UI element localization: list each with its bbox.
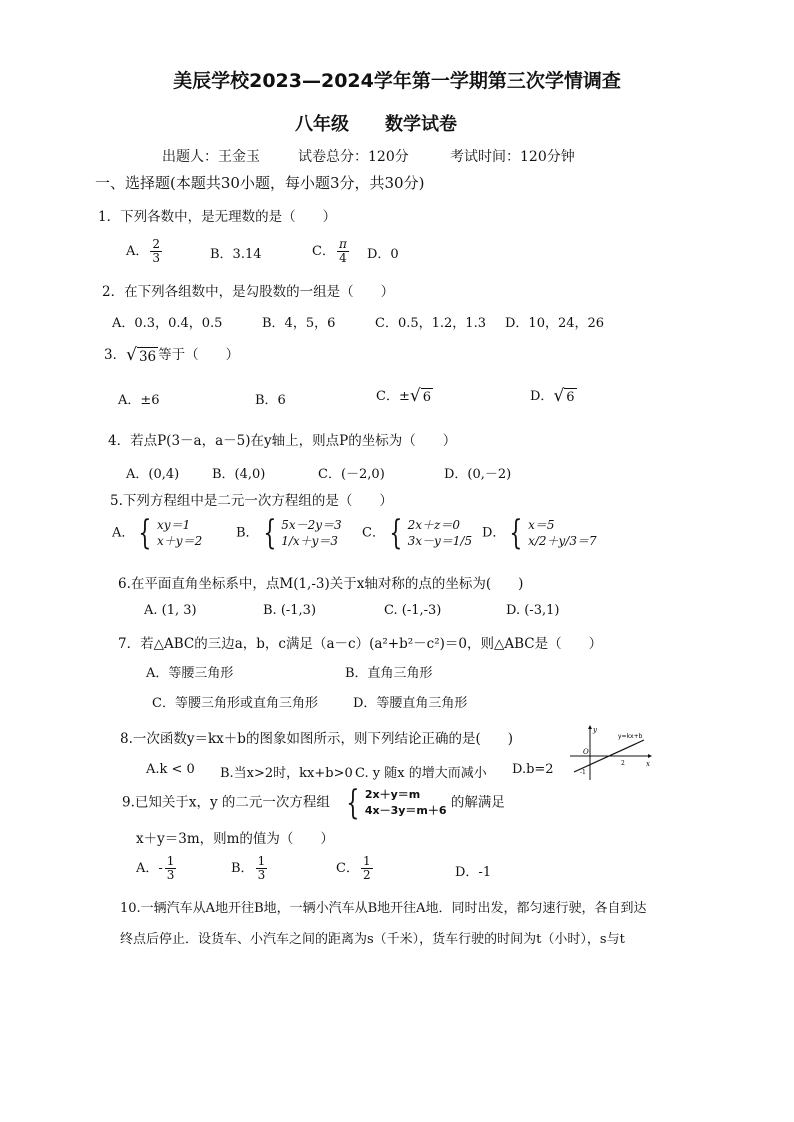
radical-sign: √ <box>409 386 421 406</box>
equation-line-2: x/2＋y/3＝7 <box>528 534 597 548</box>
numerator: π <box>338 237 347 251</box>
question-9-option-c <box>336 855 375 882</box>
question-9-option-d: D．-1 <box>455 865 492 880</box>
question-6-option-d: D. (-3,1) <box>506 603 560 618</box>
question-7-option-d: D．等腰直角三角形 <box>353 696 468 711</box>
question-5-option-a <box>112 513 203 553</box>
question-5-option-c <box>362 513 473 553</box>
square-root <box>410 386 433 407</box>
denominator: 3 <box>257 868 266 882</box>
question-2-option-c: C．0.5，1.2，1.3 <box>375 316 486 331</box>
radicand: 6 <box>422 390 431 405</box>
function-label: y=kx+b <box>618 733 643 740</box>
option-label: C． <box>312 244 335 259</box>
question-3-option-a: A．±6 <box>118 393 160 408</box>
square-root <box>553 386 576 407</box>
question-8-option-c: C. y 随x 的增大而减小 <box>355 766 487 781</box>
question-9-condition: x＋y＝3m，则m的值为（ ） <box>136 831 334 847</box>
denominator: 3 <box>152 251 161 265</box>
option-label: C． <box>362 525 385 541</box>
question-3-option-d <box>530 385 577 407</box>
question-1-option-d: D．0 <box>367 247 399 262</box>
question-4-option-a: A．(0,4) <box>126 467 180 482</box>
question-9-option-a <box>136 855 178 882</box>
question-4-option-d: D．(0,－2) <box>444 467 512 482</box>
question-9-option-b <box>231 855 269 882</box>
fraction <box>256 855 268 882</box>
question-6-option-b: B. (-1,3) <box>263 603 317 618</box>
question-8-option-a: A.k < 0 <box>146 762 195 777</box>
brace: { <box>509 513 523 553</box>
equation-line-2: x＋y＝2 <box>157 534 203 548</box>
question-4-option-b: B．(4,0) <box>212 467 266 482</box>
equation-system <box>259 513 342 553</box>
exam-author: 出题人：王金玉 <box>162 149 260 165</box>
equation-line-1: xy＝1 <box>157 518 191 532</box>
equation-system <box>505 513 597 553</box>
question-6-option-a: A. (1, 3) <box>144 603 197 618</box>
y-intercept-label: -1 <box>580 769 586 776</box>
equation-line-1: 2x＋z＝0 <box>407 518 460 532</box>
question-7-option-c: C．等腰三角形或直角三角形 <box>152 696 318 711</box>
x-axis-label: x <box>646 760 650 768</box>
grade-label: 八年级 <box>295 114 349 135</box>
question-8-option-b: B.当x>2时，kx+b>0 <box>220 766 353 781</box>
radicand: 36 <box>138 349 157 365</box>
question-3-option-c <box>376 385 433 407</box>
question-1-option-b: B．3.14 <box>210 247 262 262</box>
x-intercept-label: 2 <box>621 760 625 767</box>
radical-sign: √ <box>553 386 565 406</box>
numerator: 2 <box>152 237 161 251</box>
question-text: 等于（ ） <box>158 347 240 363</box>
exam-title: 美辰学校2023—2024学年第一学期第三次学情调查 <box>173 70 621 92</box>
brace: { <box>389 513 403 553</box>
y-axis-arrow <box>588 725 592 729</box>
numerator: 1 <box>362 854 371 868</box>
question-5-stem: 5.下列方程组中是二元一次方程组的是（ ） <box>110 493 393 509</box>
question-6-option-c: C. (-1,-3) <box>384 603 442 618</box>
fraction <box>165 855 177 882</box>
question-text: 9.已知关于x，y 的二元一次方程组 <box>122 794 330 811</box>
question-5-option-b <box>236 513 342 553</box>
question-3-stem <box>104 343 239 366</box>
numerator: 1 <box>166 854 175 868</box>
origin-label: O <box>583 748 589 756</box>
y-axis-label: y <box>593 726 597 734</box>
option-label: B． <box>231 861 254 876</box>
question-2-option-b: B．4，5，6 <box>262 316 336 331</box>
equation-line-1: 5x－2y＝3 <box>281 518 342 532</box>
brace: { <box>346 783 360 823</box>
equation-line-1: x＝5 <box>528 518 555 532</box>
option-label: C． <box>336 861 359 876</box>
brace: { <box>138 513 152 553</box>
option-label: D． <box>482 525 506 541</box>
option-label: C．± <box>376 389 410 404</box>
question-10-line-2: 终点后停止．设货车、小汽车之间的距离为s（千米），货车行驶的时间为t（小时），s与t <box>120 932 625 947</box>
question-3-option-b: B．6 <box>255 393 286 408</box>
question-2-stem: 2．在下列各组数中，是勾股数的一组是（ ） <box>102 284 395 300</box>
option-label: B． <box>236 525 259 541</box>
question-8-option-d: D.b=2 <box>512 762 554 777</box>
option-label: A．- <box>136 861 163 876</box>
option-label: A． <box>112 525 135 541</box>
fraction <box>361 855 373 882</box>
denominator: 2 <box>362 868 371 882</box>
equation-line-1: 2x＋y＝m <box>364 788 421 801</box>
question-7-option-a: A．等腰三角形 <box>146 666 234 681</box>
question-4-stem: 4．若点P(3－a，a－5)在y轴上，则点P的坐标为（ ） <box>108 433 457 449</box>
numerator: 1 <box>257 854 266 868</box>
equation-system <box>385 513 473 553</box>
brace: { <box>262 513 276 553</box>
question-6-stem: 6.在平面直角坐标系中，点M(1,-3)关于x轴对称的点的坐标为( ) <box>118 576 524 592</box>
equation-line-2: 3x－y＝1/5 <box>407 534 473 548</box>
question-9-stem <box>122 783 505 823</box>
question-text-end: 的解满足 <box>450 794 505 811</box>
x-axis-arrow <box>648 754 652 758</box>
radical-sign: √ <box>126 345 137 365</box>
denominator: 3 <box>166 868 175 882</box>
question-7-option-b: B．直角三角形 <box>345 666 433 681</box>
option-label: A． <box>126 244 149 259</box>
equation-line-2: 1/x＋y＝3 <box>281 534 339 548</box>
square-root <box>126 345 158 366</box>
exam-time: 考试时间：120分钟 <box>450 149 575 165</box>
equation-system <box>134 513 203 553</box>
denominator: 4 <box>339 251 347 265</box>
radicand: 6 <box>566 390 575 405</box>
question-5-option-d <box>482 513 597 553</box>
equation-line-2: 4x－3y＝m＋6 <box>364 804 447 817</box>
question-1-option-a <box>126 238 164 265</box>
fraction <box>337 238 349 265</box>
question-2-option-d: D．10，24，26 <box>505 316 605 331</box>
linear-function-graph <box>568 724 652 782</box>
section-heading: 一、选择题(本题共30小题，每小题3分，共30分) <box>95 174 425 192</box>
subject-label: 数学试卷 <box>385 114 457 135</box>
exam-total-score: 试卷总分：120分 <box>298 149 409 165</box>
equation-system <box>342 783 447 823</box>
question-10-line-1: 10.一辆汽车从A地开往B地，一辆小汽车从B地开往A地．同时出发，都匀速行驶，各自到达 <box>120 901 647 916</box>
question-4-option-c: C．(－2,0) <box>318 467 385 482</box>
question-2-option-a: A．0.3，0.4，0.5 <box>112 316 223 331</box>
question-7-stem: 7．若△ABC的三边a，b，c满足（a－c）(a²+b²－c²)＝0，则△ABC是（ ） <box>118 636 603 652</box>
fraction <box>150 238 162 265</box>
question-1-stem: 1．下列各数中，是无理数的是（ ） <box>98 209 337 225</box>
question-8-stem: 8.一次函数y＝kx＋b的图象如图所示，则下列结论正确的是( ) <box>120 731 513 747</box>
question-1-option-c <box>312 238 351 265</box>
option-label: D． <box>530 389 554 404</box>
question-number: 3． <box>104 347 127 363</box>
